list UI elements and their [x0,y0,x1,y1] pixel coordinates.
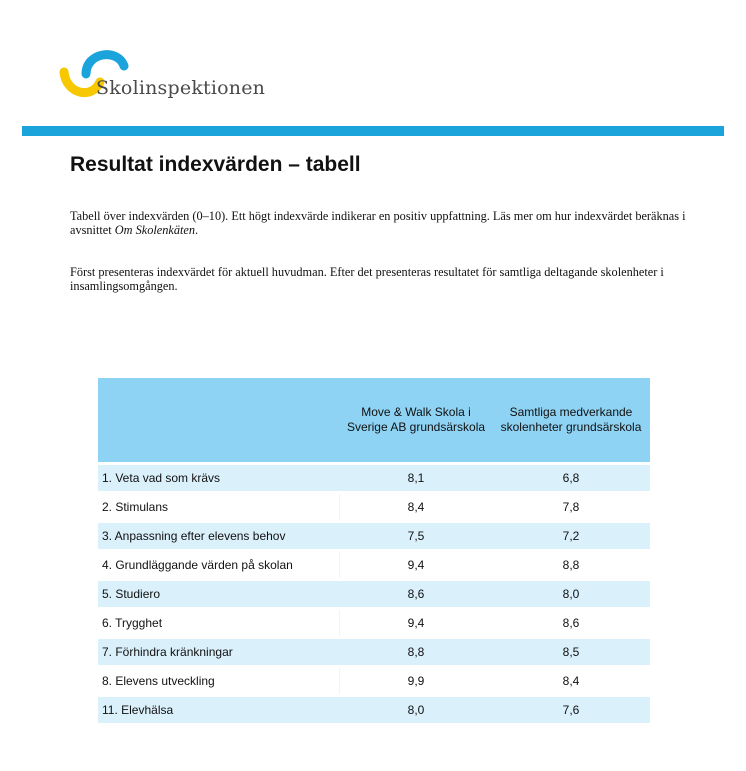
logo-blue-arc-icon [86,55,124,74]
column-header-huvudman: Move & Walk Skola i Sverige AB grundsärskola [340,378,492,462]
row-label: 2. Stimulans [98,494,340,520]
value-samtliga: 8,6 [492,610,650,636]
value-samtliga: 6,8 [492,465,650,491]
table-row [98,668,650,694]
logo-text: Skolinspektionen [96,77,266,99]
row-label: 1. Veta vad som krävs [98,465,340,491]
table-row [98,697,650,723]
table-row [98,465,650,491]
value-samtliga: 8,5 [492,639,650,665]
value-huvudman: 9,4 [340,610,492,636]
value-samtliga: 8,8 [492,552,650,578]
table-row [98,610,650,636]
value-samtliga: 7,2 [492,523,650,549]
row-label: 6. Trygghet [98,610,340,636]
value-huvudman: 8,6 [340,581,492,607]
row-label: 4. Grundläggande värden på skolan [98,552,340,578]
intro-end: . [195,223,199,237]
table-row [98,552,650,578]
order-paragraph: Först presenteras indexvärdet för aktuell huvudman. Efter det presenteras resultatet för samtliga deltagande skolenheter i insamlingsomgången. [70,265,664,293]
value-samtliga: 7,6 [492,697,650,723]
table-row [98,494,650,520]
column-header-samtliga: Samtliga medverkande skolenheter grundsärskola [492,378,650,462]
value-huvudman: 7,5 [340,523,492,549]
table-row [98,639,650,665]
value-huvudman: 8,0 [340,697,492,723]
value-huvudman: 8,4 [340,494,492,520]
page-title: Resultat indexvärden – tabell [70,153,361,176]
value-huvudman: 8,8 [340,639,492,665]
row-label: 3. Anpassning efter elevens behov [98,523,340,549]
table-row [98,523,650,549]
value-samtliga: 8,0 [492,581,650,607]
row-label: 8. Elevens utveckling [98,668,340,694]
value-huvudman: 9,4 [340,552,492,578]
table-header-row [98,378,650,462]
row-label: 5. Studiero [98,581,340,607]
intro-reference: Om Skolenkäten [114,223,195,237]
intro-text: Tabell över indexvärden (0–10). Ett högt indexvärde indikerar en positiv uppfattning. Läs mer om hur indexvärdet beräknas i avsnittet [70,209,686,237]
value-samtliga: 8,4 [492,668,650,694]
row-label: 11. Elevhälsa [98,697,340,723]
index-table [98,375,650,726]
value-huvudman: 8,1 [340,465,492,491]
row-label: 7. Förhindra kränkningar [98,639,340,665]
value-samtliga: 7,8 [492,494,650,520]
header-band [22,126,724,136]
table-row [98,581,650,607]
value-huvudman: 9,9 [340,668,492,694]
intro-paragraph [70,209,710,237]
column-header-empty [98,378,340,462]
